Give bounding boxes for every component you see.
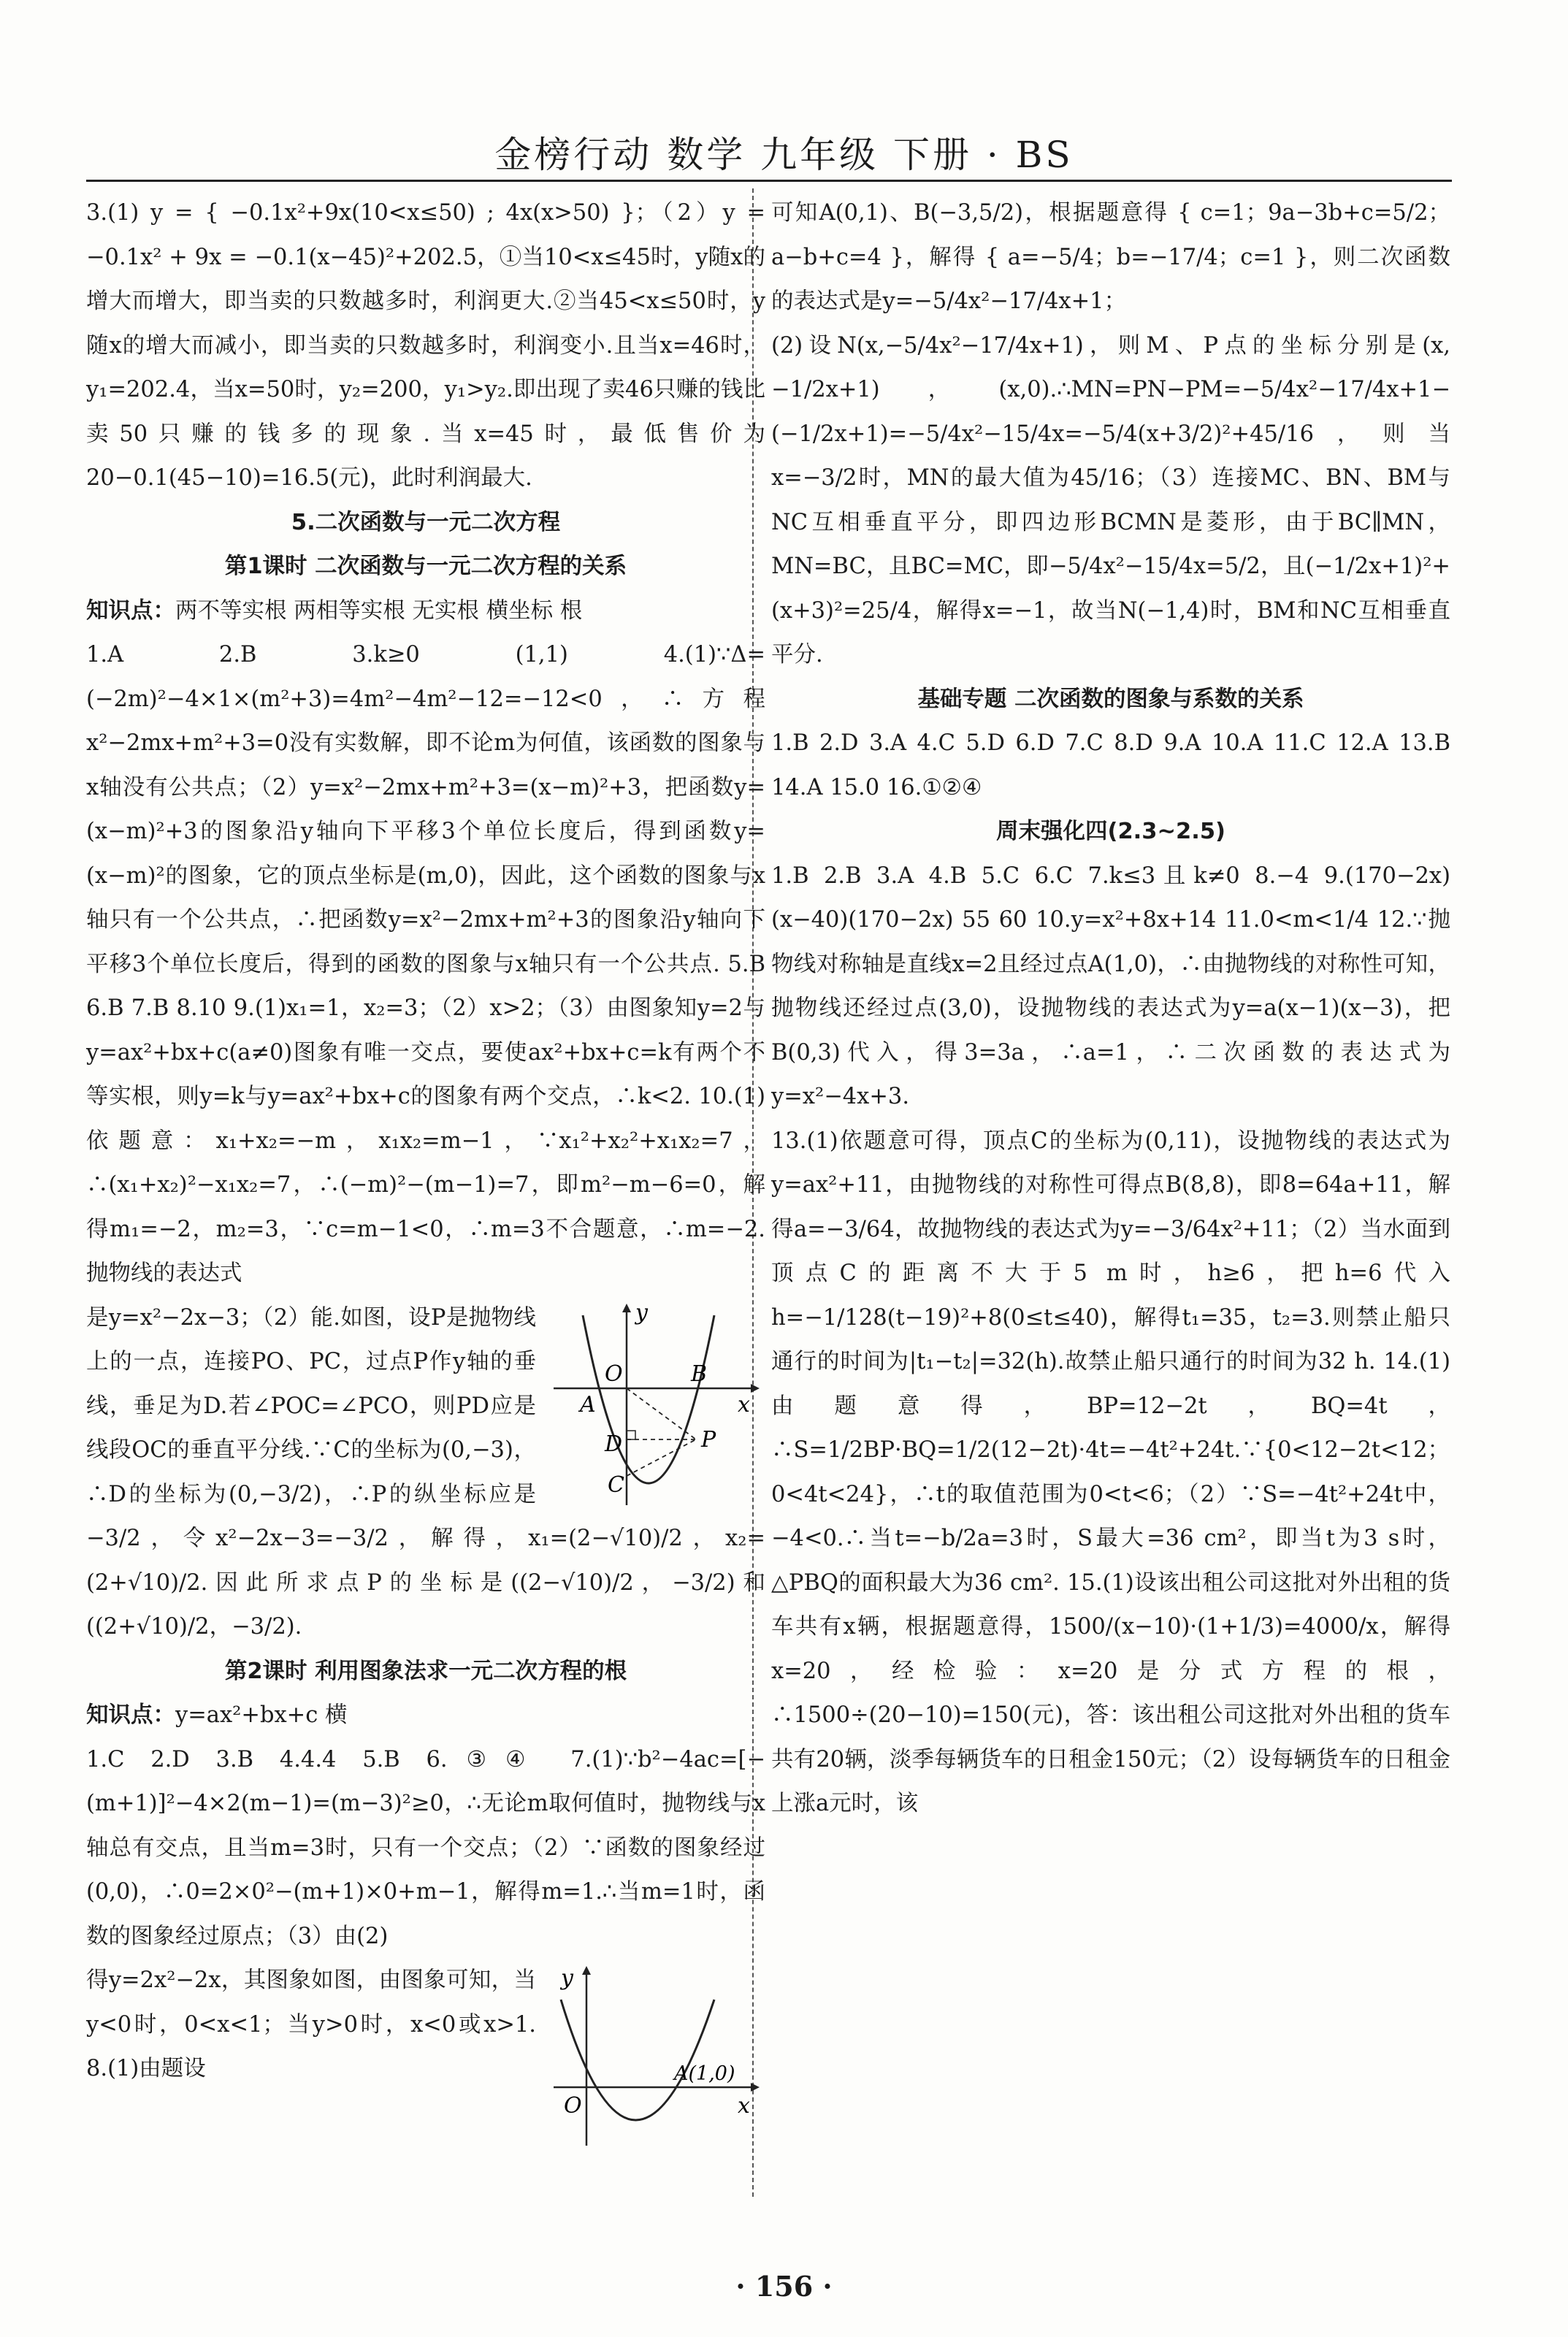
knowledge-point-label: 知识点： — [86, 1702, 175, 1728]
fig1-label: A — [580, 1391, 596, 1418]
answer-paragraph: 1.B 2.D 3.A 4.C 5.D 6.D 7.C 8.D 9.A 10.A 11.C 12.A 13.B 14.A 15.0 16.①②④ — [771, 730, 1450, 800]
section-title: 周末强化四(2.3~2.5) — [996, 819, 1225, 844]
section-title: 第1课时 二次函数与一元二次方程的关系 — [224, 554, 627, 579]
answer-paragraph: 1.C 2.D 3.B 4.4.4 5.B 6.③④ 7.(1)∵b²−4ac=[−(m+1)]²−4×2(m−1)=(m−3)²≥0，∴无论m取何值时，抛物线与x轴总有交点，且当m=3时，只有一个交点；（2）∵函数的图象经过(0,0)，∴0=2×0²−(m+1)×0+m−1，解得m=1.∴当m=1时，函数的图象经过原点；（3）由(2) — [86, 1746, 765, 1949]
left-column — [86, 191, 765, 2157]
knowledge-point-label: 知识点： — [86, 597, 175, 624]
answer-paragraph: 1.B 2.B 3.A 4.B 5.C 6.C 7.k≤3且k≠0 8.−4 9.(170−2x) (x−40)(170−2x) 55 60 10.y=x²+8x+14 11.0<m<1/4 12.∵抛物线对称轴是直线x=2且经过点A(1,0)，∴由抛物线的对称性可知，抛物线还经过点(3,0)，设抛物线的表达式为y=a(x−1)(x−3)，把B(0,3)代入，得3=3a，∴a=1，∴二次函数的表达式为y=x²−4x+3. — [771, 862, 1450, 1109]
section-title: 第2课时 利用图象法求一元二次方程的根 — [224, 1658, 627, 1684]
fig1-label: P — [701, 1426, 716, 1453]
fig2-label: y — [561, 1965, 573, 1991]
knowledge-point: 知识点：两不等实根 两相等实根 无实根 横坐标 根 — [86, 597, 583, 624]
right-column — [771, 191, 1450, 1827]
section-title: 5.二次函数与一元二次方程 — [291, 509, 561, 535]
header-rule — [86, 180, 1452, 182]
fig2-label: x — [738, 2093, 750, 2119]
knowledge-point: 知识点：y=ax²+bx+c 横 — [86, 1702, 348, 1728]
fig1-label: y — [635, 1300, 648, 1326]
fig1-label: B — [691, 1361, 708, 1387]
answer-paragraph: 3.(1) y = { −0.1x²+9x(10<x≤50) ; 4x(x>50) }；（2）y = −0.1x² + 9x = −0.1(x−45)²+202.5，①当10<x≤45时，y随x的增大而增大，即当卖的只数越多时，利润更大.②当45<x≤50时，y随x的增大而减小，即当卖的只数越多时，利润变小.且当x=46时，y₁=202.4，当x=50时，y₂=200，y₁>y₂.即出现了卖46只赚的钱比卖50只赚的钱多的现象.当x=45时，最低售价为20−0.1(45−10)=16.5(元)，此时利润最大. — [86, 200, 765, 491]
answer-paragraph: (2)设N(x,−5/4x²−17/4x+1)，则M、P点的坐标分别是(x,−1/2x+1)，(x,0).∴MN=PN−PM=−5/4x²−17/4x+1−(−1/2x+1)=−5/4x²−15/4x=−5/4(x+3/2)²+45/16，则当x=−3/2时，MN的最大值为45/16；（3）连接MC、BN、BM与NC互相垂直平分，即四边形BCMN是菱形，由于BC∥MN，MN=BC，且BC=MC，即−5/4x²−15/4x=5/2，且(−1/2x+1)²+(x+3)²=25/4，解得x=−1，故当N(−1,4)时，BM和NC互相垂直平分. — [771, 332, 1450, 668]
section-title: 基础专题 二次函数的图象与系数的关系 — [917, 686, 1304, 712]
fig2-label: O — [564, 2093, 582, 2119]
answer-paragraph: 可知A(0,1)、B(−3,5/2)，根据题意得 { c=1；9a−3b+c=5/2；a−b+c=4 }，解得 { a=−5/4；b=−17/4；c=1 }，则二次函数的表达式是y=−5/4x²−17/4x+1； — [771, 200, 1450, 314]
fig1-label: C — [608, 1472, 624, 1498]
answer-paragraph: 13.(1)依题意可得，顶点C的坐标为(0,11)，设抛物线的表达式为y=ax²+11，由抛物线的对称性可得点B(8,8)，即8=64a+11，解得a=−3/64，故抛物线的表达式为y=−3/64x²+11；（2）当水面到顶点C的距离不大于5 m时，h≥6，把h=6代入h=−1/128(t−19)²+8(0≤t≤40)，解得t₁=35，t₂=3.则禁止船只通行的时间为|t₁−t₂|=32(h).故禁止船只通行的时间为32 h. 14.(1)由题意得，BP=12−2t，BQ=4t，∴S=1/2BP·BQ=1/2(12−2t)·4t=−4t²+24t.∵{0<12−2t<12；0<4t<24}，∴t的取值范围为0<t<6；（2）∵S=−4t²+24t中，−4<0.∴当t=−b/2a=3时，S最大=36 cm²，即当t为3 s时，△PBQ的面积最大为36 cm². 15.(1)设该出租公司这批对外出租的货车共有x辆，根据题意得，1500/(x−10)·(1+1/3)=4000/x，解得x=20，经检验：x=20是分式方程的根，∴1500÷(20−10)=150(元)，答：该出租公司这批对外出租的货车共有20辆，淡季每辆货车的日租金150元；（2）设每辆货车的日租金上涨a元时，该 — [771, 1128, 1450, 1816]
fig1-label: O — [605, 1361, 623, 1387]
answer-paragraph: y O B A x D P C 是y=x²−2x−3；（2）能.如图，设P是抛物线上的一点，连接PO、PC，过点P作y轴的垂线，垂足为D.若∠POC=∠PCO，则PD应是线段OC的垂直平分线.∵C的坐标为(0,−3)，∴D的坐标为(0,−3/2)，∴P的纵坐标应是−3/2，令x²−2x−3=−3/2，解得，x₁=(2−√10)/2，x₂=(2+√10)/2.因此所求点P的坐标是((2−√10)/2，−3/2)和((2+√10)/2，−3/2). — [86, 1300, 765, 1640]
parabola-figure-1 — [546, 1301, 765, 1512]
fig1-label: x — [738, 1391, 750, 1418]
answer-paragraph: 1.A 2.B 3.k≥0 (1,1) 4.(1)∵Δ=(−2m)²−4×1×(m²+3)=4m²−4m²−12=−12<0，∴方程x²−2mx+m²+3=0没有实数解，即不论m为何值，该函数的图象与x轴没有公共点；（2）y=x²−2mx+m²+3=(x−m)²+3，把函数y=(x−m)²+3的图象沿y轴向下平移3个单位长度后，得到函数y=(x−m)²的图象，它的顶点坐标是(m,0)，因此，这个函数的图象与x轴只有一个公共点，∴把函数y=x²−2mx+m²+3的图象沿y轴向下平移3个单位长度后，得到的函数的图象与x轴只有一个公共点. 5.B 6.B 7.B 8.10 9.(1)x₁=1，x₂=3；（2）x>2；（3）由图象知y=2与y=ax²+bx+c(a≠0)图象有唯一交点，要使ax²+bx+c=k有两个不等实根，则y=k与y=ax²+bx+c的图象有两个交点，∴k<2. 10.(1)依题意：x₁+x₂=−m，x₁x₂=m−1，∵x₁²+x₂²+x₁x₂=7，∴(x₁+x₂)²−x₁x₂=7，∴(−m)²−(m−1)=7，即m²−m−6=0，解得m₁=−2，m₂=3，∵c=m−1<0，∴m=3不合题意，∴m=−2.抛物线的表达式 — [86, 642, 765, 1286]
fig2-label: A(1,0) — [674, 2062, 735, 2085]
fig1-label: D — [605, 1431, 623, 1457]
page-number: · 156 · — [735, 2270, 833, 2303]
page-header: 金榜行动 数学 九年级 下册 · BS — [494, 134, 1074, 176]
answer-paragraph: y A(1,0) O x 得y=2x²−2x，其图象如图，由图象可知，当y<0时，0<x<1；当y>0时，x<0或x>1. 8.(1)由题设 — [86, 1959, 765, 2092]
parabola-figure-2 — [546, 1963, 765, 2153]
